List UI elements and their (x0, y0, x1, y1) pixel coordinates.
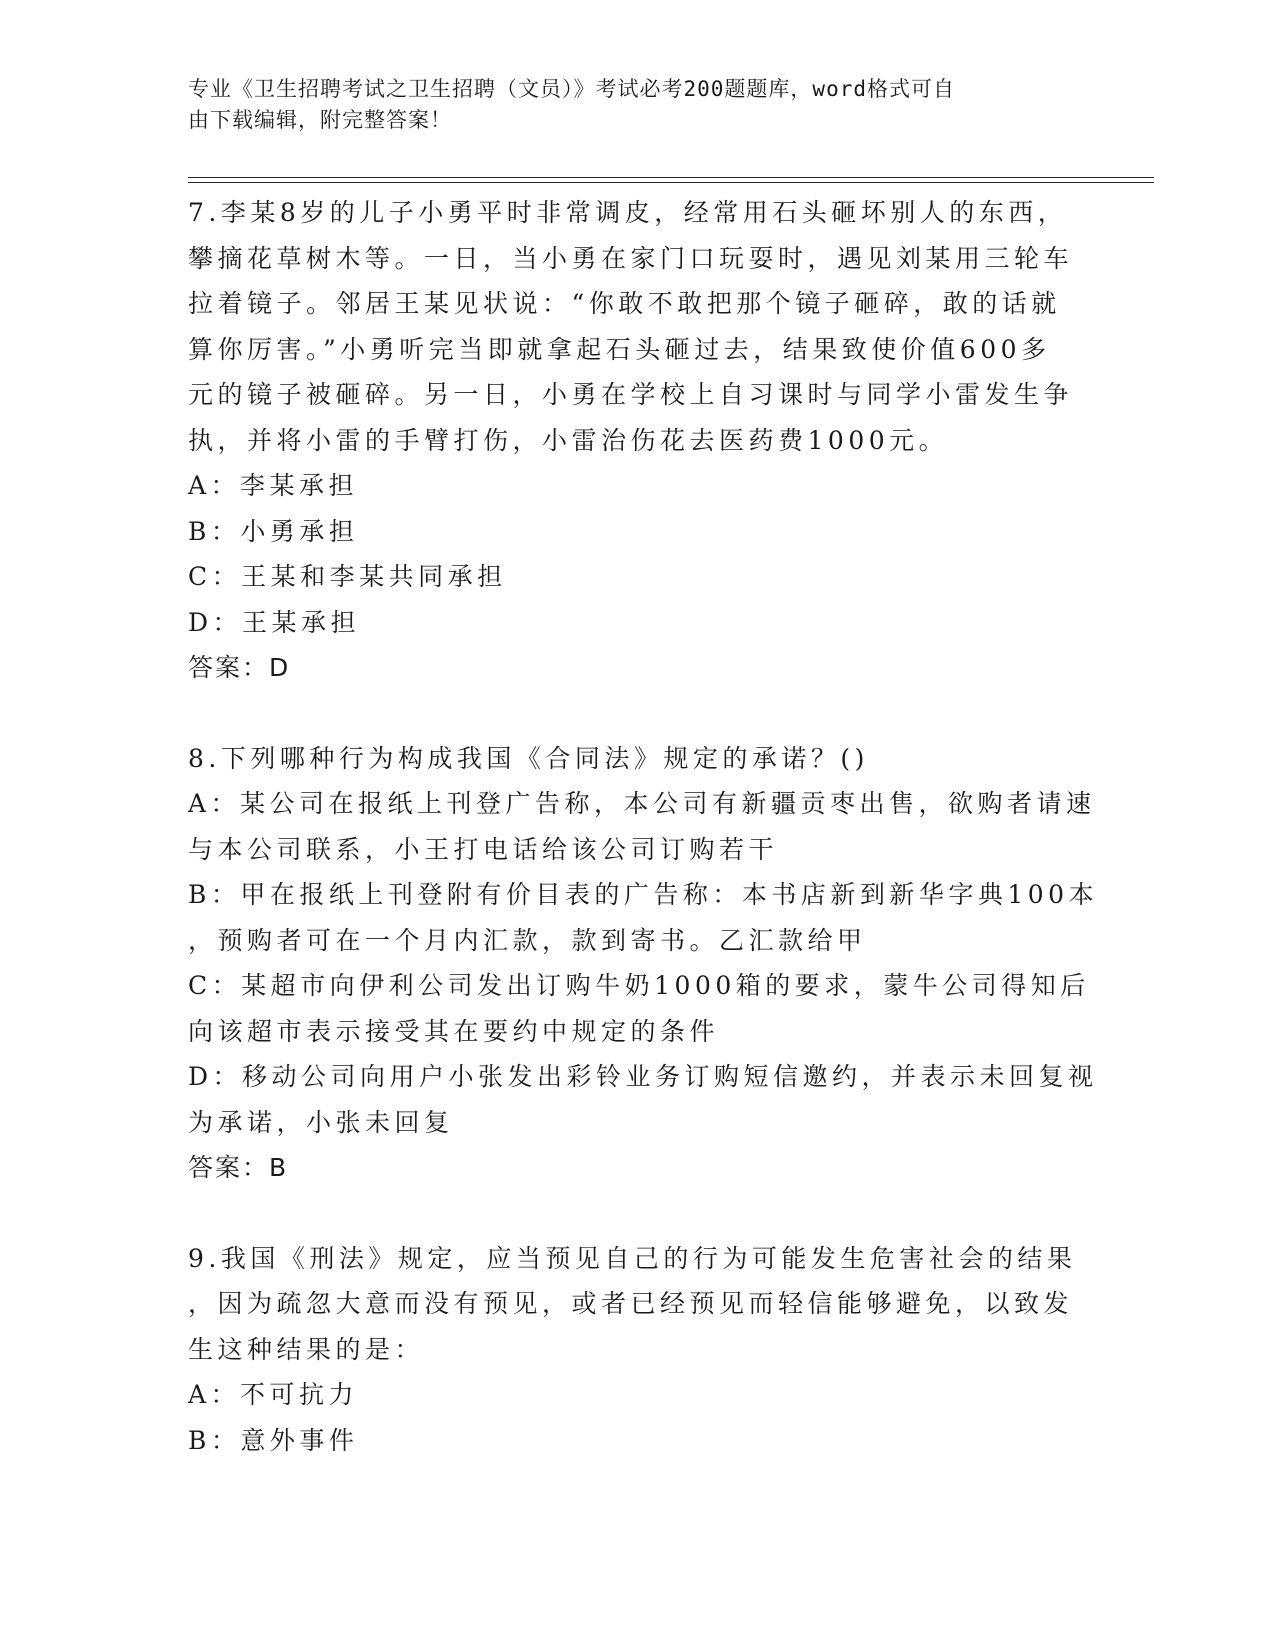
question-stem-line: 算你厉害。”小勇听完当即就拿起石头砸过去，结果致使价值600多 (188, 334, 1051, 364)
option-d: D：移动公司向用户小张发出彩铃业务订购短信邀约，并表示未回复视 (188, 1062, 1098, 1091)
header-line: 由下载编辑，附完整答案！ (188, 108, 452, 132)
question-spacer (188, 1191, 1088, 1236)
option-b-continued: ，预购者可在一个月内汇款，款到寄书。乙汇款给甲 (188, 925, 867, 955)
question-stem-line: 拉着镜子。邻居王某见状说：“你敢不敢把那个镜子砸碎，敢的话就 (188, 289, 1061, 318)
option-b: B：意外事件 (188, 1425, 359, 1455)
option-c: C：某超市向伊利公司发出订购牛奶1000箱的要求，蒙牛公司得知后 (188, 971, 1090, 1000)
option-a-continued: 与本公司联系，小王打电话给该公司订购若干 (188, 834, 779, 864)
option-c: C：王某和李某共同承担 (188, 562, 507, 591)
option-c-continued: 向该超市表示接受其在要约中规定的条件 (188, 1016, 720, 1046)
answer-line: 答案：B (188, 1153, 289, 1182)
question-list (188, 190, 1099, 1463)
answer-line: 答案：D (188, 653, 291, 682)
question-stem-line: ，因为疏忽大意而没有预见，或者已经预见而轻信能够避免，以致发 (188, 1289, 1074, 1318)
option-d: D：王某承担 (188, 607, 361, 637)
question-stem-line: 执，并将小雷的手臂打伤，小雷治伤花去医药费1000元。 (188, 425, 949, 455)
document-header (188, 74, 1068, 136)
question-spacer (188, 691, 1088, 736)
option-d-continued: 为承诺，小张未回复 (188, 1107, 454, 1137)
header-rule-bottom (188, 182, 1154, 183)
question-stem-line: 攀摘花草树木等。一日，当小勇在家门口玩耍时，遇见刘某用三轮车 (188, 243, 1074, 273)
question-stem-line: 8.下列哪种行为构成我国《合同法》规定的承诺？() (188, 743, 869, 773)
option-a: A：某公司在报纸上刊登广告称，本公司有新疆贡枣出售，欲购者请速 (188, 789, 1096, 818)
header-rule-top (188, 177, 1154, 178)
option-b: B：小勇承担 (188, 516, 359, 546)
question-7 (188, 190, 1088, 691)
question-stem-line: 生这种结果的是： (188, 1334, 425, 1364)
header-line: 专业《卫生招聘考试之卫生招聘（文员）》考试必考200题题库，word格式可自 (188, 77, 955, 101)
question-8 (188, 736, 1099, 1191)
option-a: A：不可抗力 (188, 1380, 359, 1409)
question-stem-line: 9.我国《刑法》规定，应当预见自己的行为可能发生危害社会的结果 (188, 1243, 1077, 1273)
question-9 (188, 1236, 1088, 1464)
question-stem-line: 7.李某8岁的儿子小勇平时非常调皮，经常用石头砸坏别人的东西， (188, 198, 1068, 227)
question-stem-line: 元的镜子被砸碎。另一日，小勇在学校上自习课时与同学小雷发生争 (188, 380, 1074, 409)
option-a: A：李某承担 (188, 471, 359, 500)
option-b: B：甲在报纸上刊登附有价目表的广告称：本书店新到新华字典100本 (188, 880, 1099, 909)
